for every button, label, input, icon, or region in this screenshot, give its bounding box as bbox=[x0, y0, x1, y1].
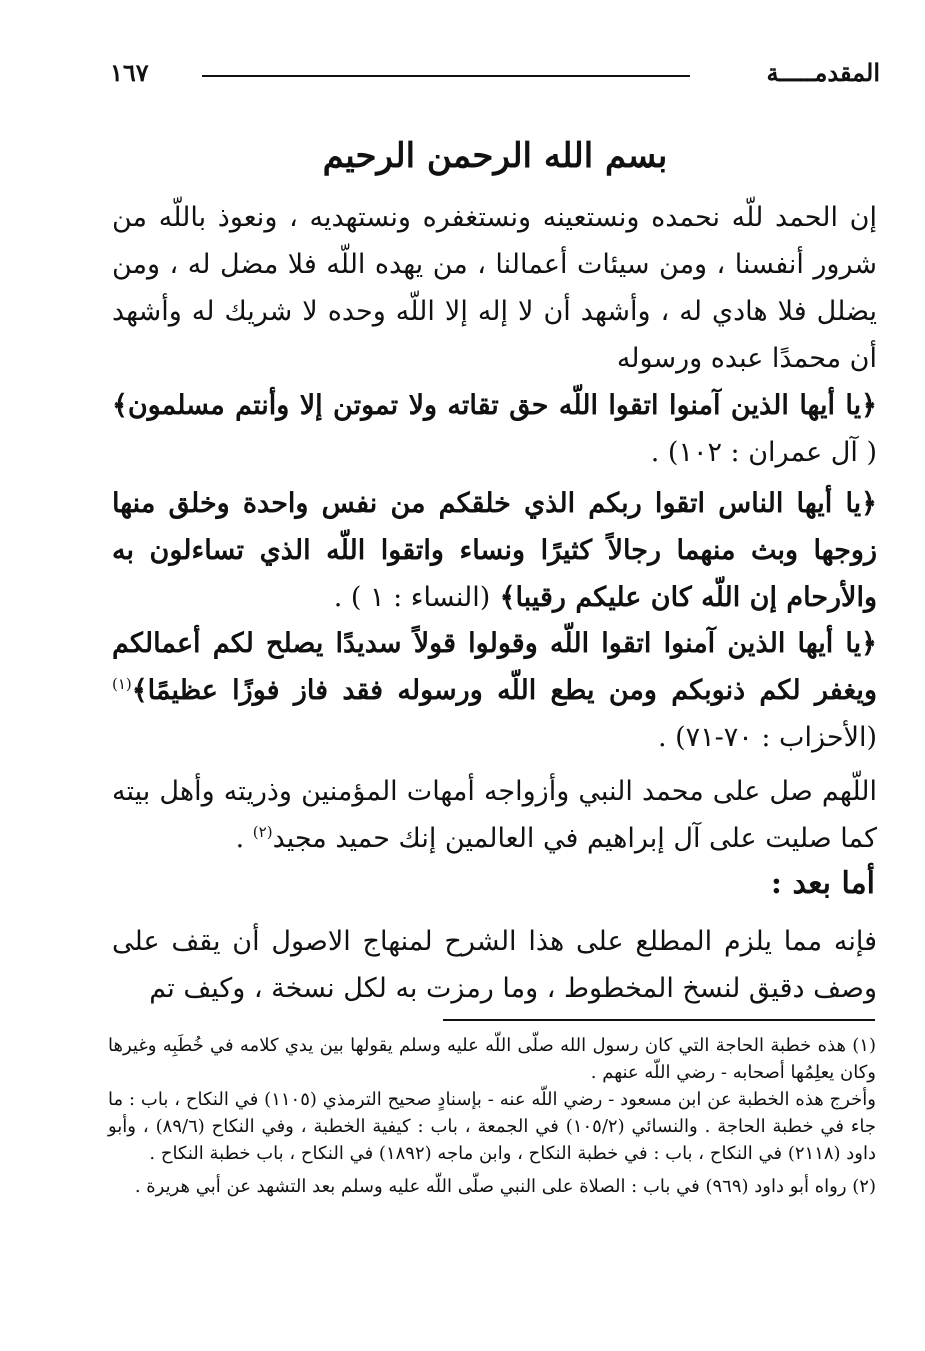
verse-an-nisa bbox=[112, 480, 877, 621]
header-rule bbox=[202, 75, 690, 77]
verse-reference: (الأحزاب : ٧٠-٧١) . bbox=[657, 722, 877, 753]
verse-reference: ( آل عمران : ١٠٢) . bbox=[650, 437, 877, 468]
basmala-heading: بسم الله الرحمن الرحيم bbox=[322, 136, 668, 176]
page-header bbox=[110, 56, 880, 96]
intro-paragraph: إن الحمد للّه نحمده ونستعينه ونستغفره ونستهديه ، ونعوذ باللّه من شرور أنفسنا ، ومن سيئات أعمالنا ، من يهده اللّه فلا مضل له ، ومن يضلل فلا هادي له ، وأشهد أن لا إله إلا اللّه وحده لا شريك له وأشهد أن محمدًا عبده ورسوله bbox=[112, 202, 877, 374]
verse-al-ahzab bbox=[112, 620, 877, 761]
verse-al-imran bbox=[112, 382, 877, 476]
closing-paragraph: فإنه مما يلزم المطلع على هذا الشرح لمنهاج الاصول أن يقف على وصف دقيق لنسخ المخطوط ، وما رمزت به لكل نسخة ، وكيف تم bbox=[112, 926, 877, 1004]
salat-end: . bbox=[235, 823, 245, 854]
footnote-marker-2[interactable]: (٢) bbox=[252, 823, 273, 841]
salat-paragraph bbox=[112, 768, 877, 862]
footnote-separator bbox=[443, 1019, 875, 1021]
page-number: ١٦٧ bbox=[110, 58, 149, 87]
verse-text: ﴿يا أيها الناس اتقوا ربكم الذي خلقكم من نفس واحدة وخلق منها زوجها وبث منهما رجالاً كثيرًا ونساء واتقوا اللّه الذي تساءلون به والأرحام إن اللّه كان عليكم رقيبا﴾ bbox=[112, 488, 877, 613]
footnotes bbox=[108, 1032, 876, 1204]
amma-bad-heading: أما بعد : bbox=[770, 866, 875, 901]
footnote-2-text: (٢) رواه أبو داود (٩٦٩) في باب : الصلاة على النبي صلّى اللّه عليه وسلم بعد التشهد عن أبي هريرة . bbox=[134, 1176, 876, 1197]
footnote-1 bbox=[108, 1032, 876, 1167]
footnote-2 bbox=[108, 1173, 876, 1200]
verse-text: ﴿يا أيها الذين آمنوا اتقوا اللّه وقولوا قولاً سديدًا يصلح لكم أعمالكم ويغفر لكم ذنوبكم ومن يطع اللّه ورسوله فقد فاز فوزًا عظيمًا﴾ bbox=[112, 628, 877, 706]
footnote-1-takhrij: وأخرج هذه الخطبة عن ابن مسعود - رضي اللّه عنه - بإسنادٍ صحيح الترمذي (١١٠٥) في النكاح ، باب : ما جاء في خطبة الحاجة . والنسائي (١٠٥/٢) في الجمعة ، باب : كيفية الخطبة ، وفي النكاح (٨٩/٦) ، وأبو داود (٢١١٨) في النكاح ، باب : في خطبة النكاح ، وابن ماجه (١٨٩٢) في النكاح ، باب خطبة النكاح . bbox=[108, 1089, 876, 1164]
salat-text: اللّهم صل على محمد النبي وأزواجه أمهات المؤمنين وذريته وأهل بيته كما صليت على آل إبراهيم في العالمين إنك حميد مجيد bbox=[112, 776, 877, 854]
verse-reference: (النساء : ١ ) . bbox=[333, 582, 491, 613]
footnote-marker-1[interactable]: (١) bbox=[112, 675, 132, 693]
verse-text: ﴿يا أيها الذين آمنوا اتقوا اللّه حق تقاته ولا تموتن إلا وأنتم مسلمون﴾ bbox=[112, 390, 877, 421]
footnote-1-text: (١) هذه خطبة الحاجة التي كان رسول الله صلّى اللّه عليه وسلم يقولها بين يدي كلامه في خُطَبِه وغيرها وكان يعلِمُها أصحابه - رضي اللّه عنهم . bbox=[108, 1035, 876, 1083]
running-title: المقدمـــــة bbox=[766, 58, 880, 87]
